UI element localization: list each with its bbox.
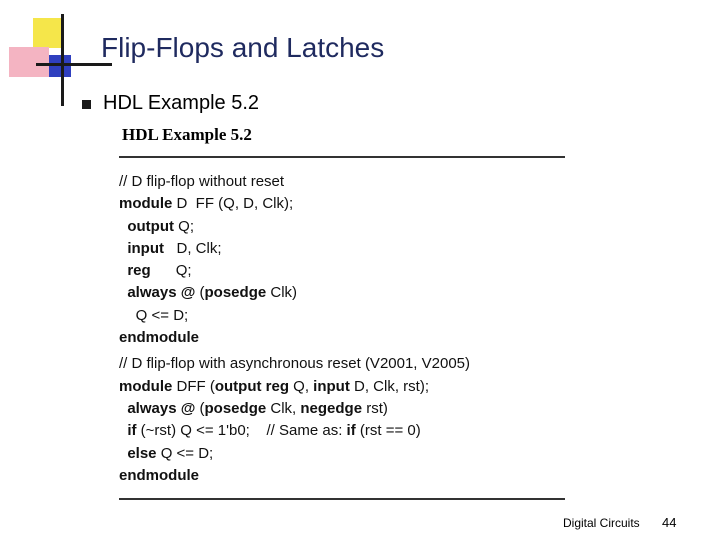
code-keyword: reg — [119, 262, 151, 280]
code-keyword: always @ — [119, 284, 196, 302]
code-text: Q; — [150, 262, 192, 280]
code-line — [119, 193, 470, 215]
code-text: ( — [195, 284, 205, 302]
code-line — [119, 171, 470, 193]
code-text: (rst == 0) — [355, 422, 421, 440]
slide-title: Flip-Flops and Latches — [101, 32, 385, 63]
ornament-yellow-square — [33, 18, 61, 48]
code-text: Q, — [289, 377, 314, 395]
page-number: 44 — [662, 515, 677, 530]
code-text: Q <= D; — [119, 306, 189, 324]
bullet-square-icon — [82, 100, 91, 109]
code-text: D, Clk, rst); — [349, 377, 429, 395]
code-text: ( — [195, 399, 205, 417]
code-text: Q; — [173, 217, 194, 235]
figure-top-rule — [119, 156, 565, 158]
code-line — [119, 376, 470, 398]
code-keyword: negedge — [300, 399, 363, 417]
code-keyword: module — [119, 195, 173, 213]
code-line — [119, 398, 470, 420]
code-line — [119, 327, 470, 349]
code-keyword: else — [119, 444, 157, 462]
code-keyword: always @ — [119, 399, 196, 417]
code-line — [119, 353, 470, 375]
code-line — [119, 420, 470, 442]
code-keyword: endmodule — [119, 466, 200, 484]
code-keyword: module — [119, 377, 173, 395]
ornament-blue-square — [49, 55, 71, 77]
footer-label: Digital Circuits — [563, 516, 640, 530]
code-keyword: if — [346, 422, 356, 440]
code-keyword: posedge — [204, 284, 267, 302]
code-text: // D flip-flop with asynchronous reset (V2001, V2005) — [119, 355, 471, 373]
code-text: D, Clk; — [164, 239, 222, 257]
code-keyword: input — [313, 377, 350, 395]
code-keyword: output — [119, 217, 174, 235]
code-text: D FF (Q, D, Clk); — [172, 195, 294, 213]
code-keyword: output reg — [214, 377, 289, 395]
code-text: rst) — [362, 399, 388, 417]
code-keyword: endmodule — [119, 329, 200, 347]
code-keyword: input — [119, 239, 164, 257]
code-text: Clk, — [266, 399, 301, 417]
code-line — [119, 260, 470, 282]
code-keyword: posedge — [204, 399, 267, 417]
bullet-text: HDL Example 5.2 — [103, 92, 259, 114]
code-line — [119, 465, 470, 487]
code-text: // D flip-flop without reset — [119, 173, 285, 190]
ornament-pink-square — [9, 47, 49, 77]
code-text: (~rst) Q <= 1'b0; // Same as: — [136, 422, 347, 440]
code-line — [119, 238, 470, 260]
code-text: DFF ( — [172, 377, 215, 395]
code-keyword: if — [119, 422, 137, 440]
code-line — [119, 282, 470, 304]
code-line — [119, 305, 470, 327]
figure-bottom-rule — [119, 498, 565, 500]
code-line — [119, 216, 470, 238]
bullet-item — [82, 92, 259, 115]
code-listing — [119, 171, 470, 487]
ornament-vertical-line — [61, 14, 64, 106]
code-text: Q <= D; — [156, 444, 214, 462]
figure-heading: HDL Example 5.2 — [122, 125, 252, 144]
code-line — [119, 443, 470, 465]
code-text: Clk) — [266, 284, 298, 302]
